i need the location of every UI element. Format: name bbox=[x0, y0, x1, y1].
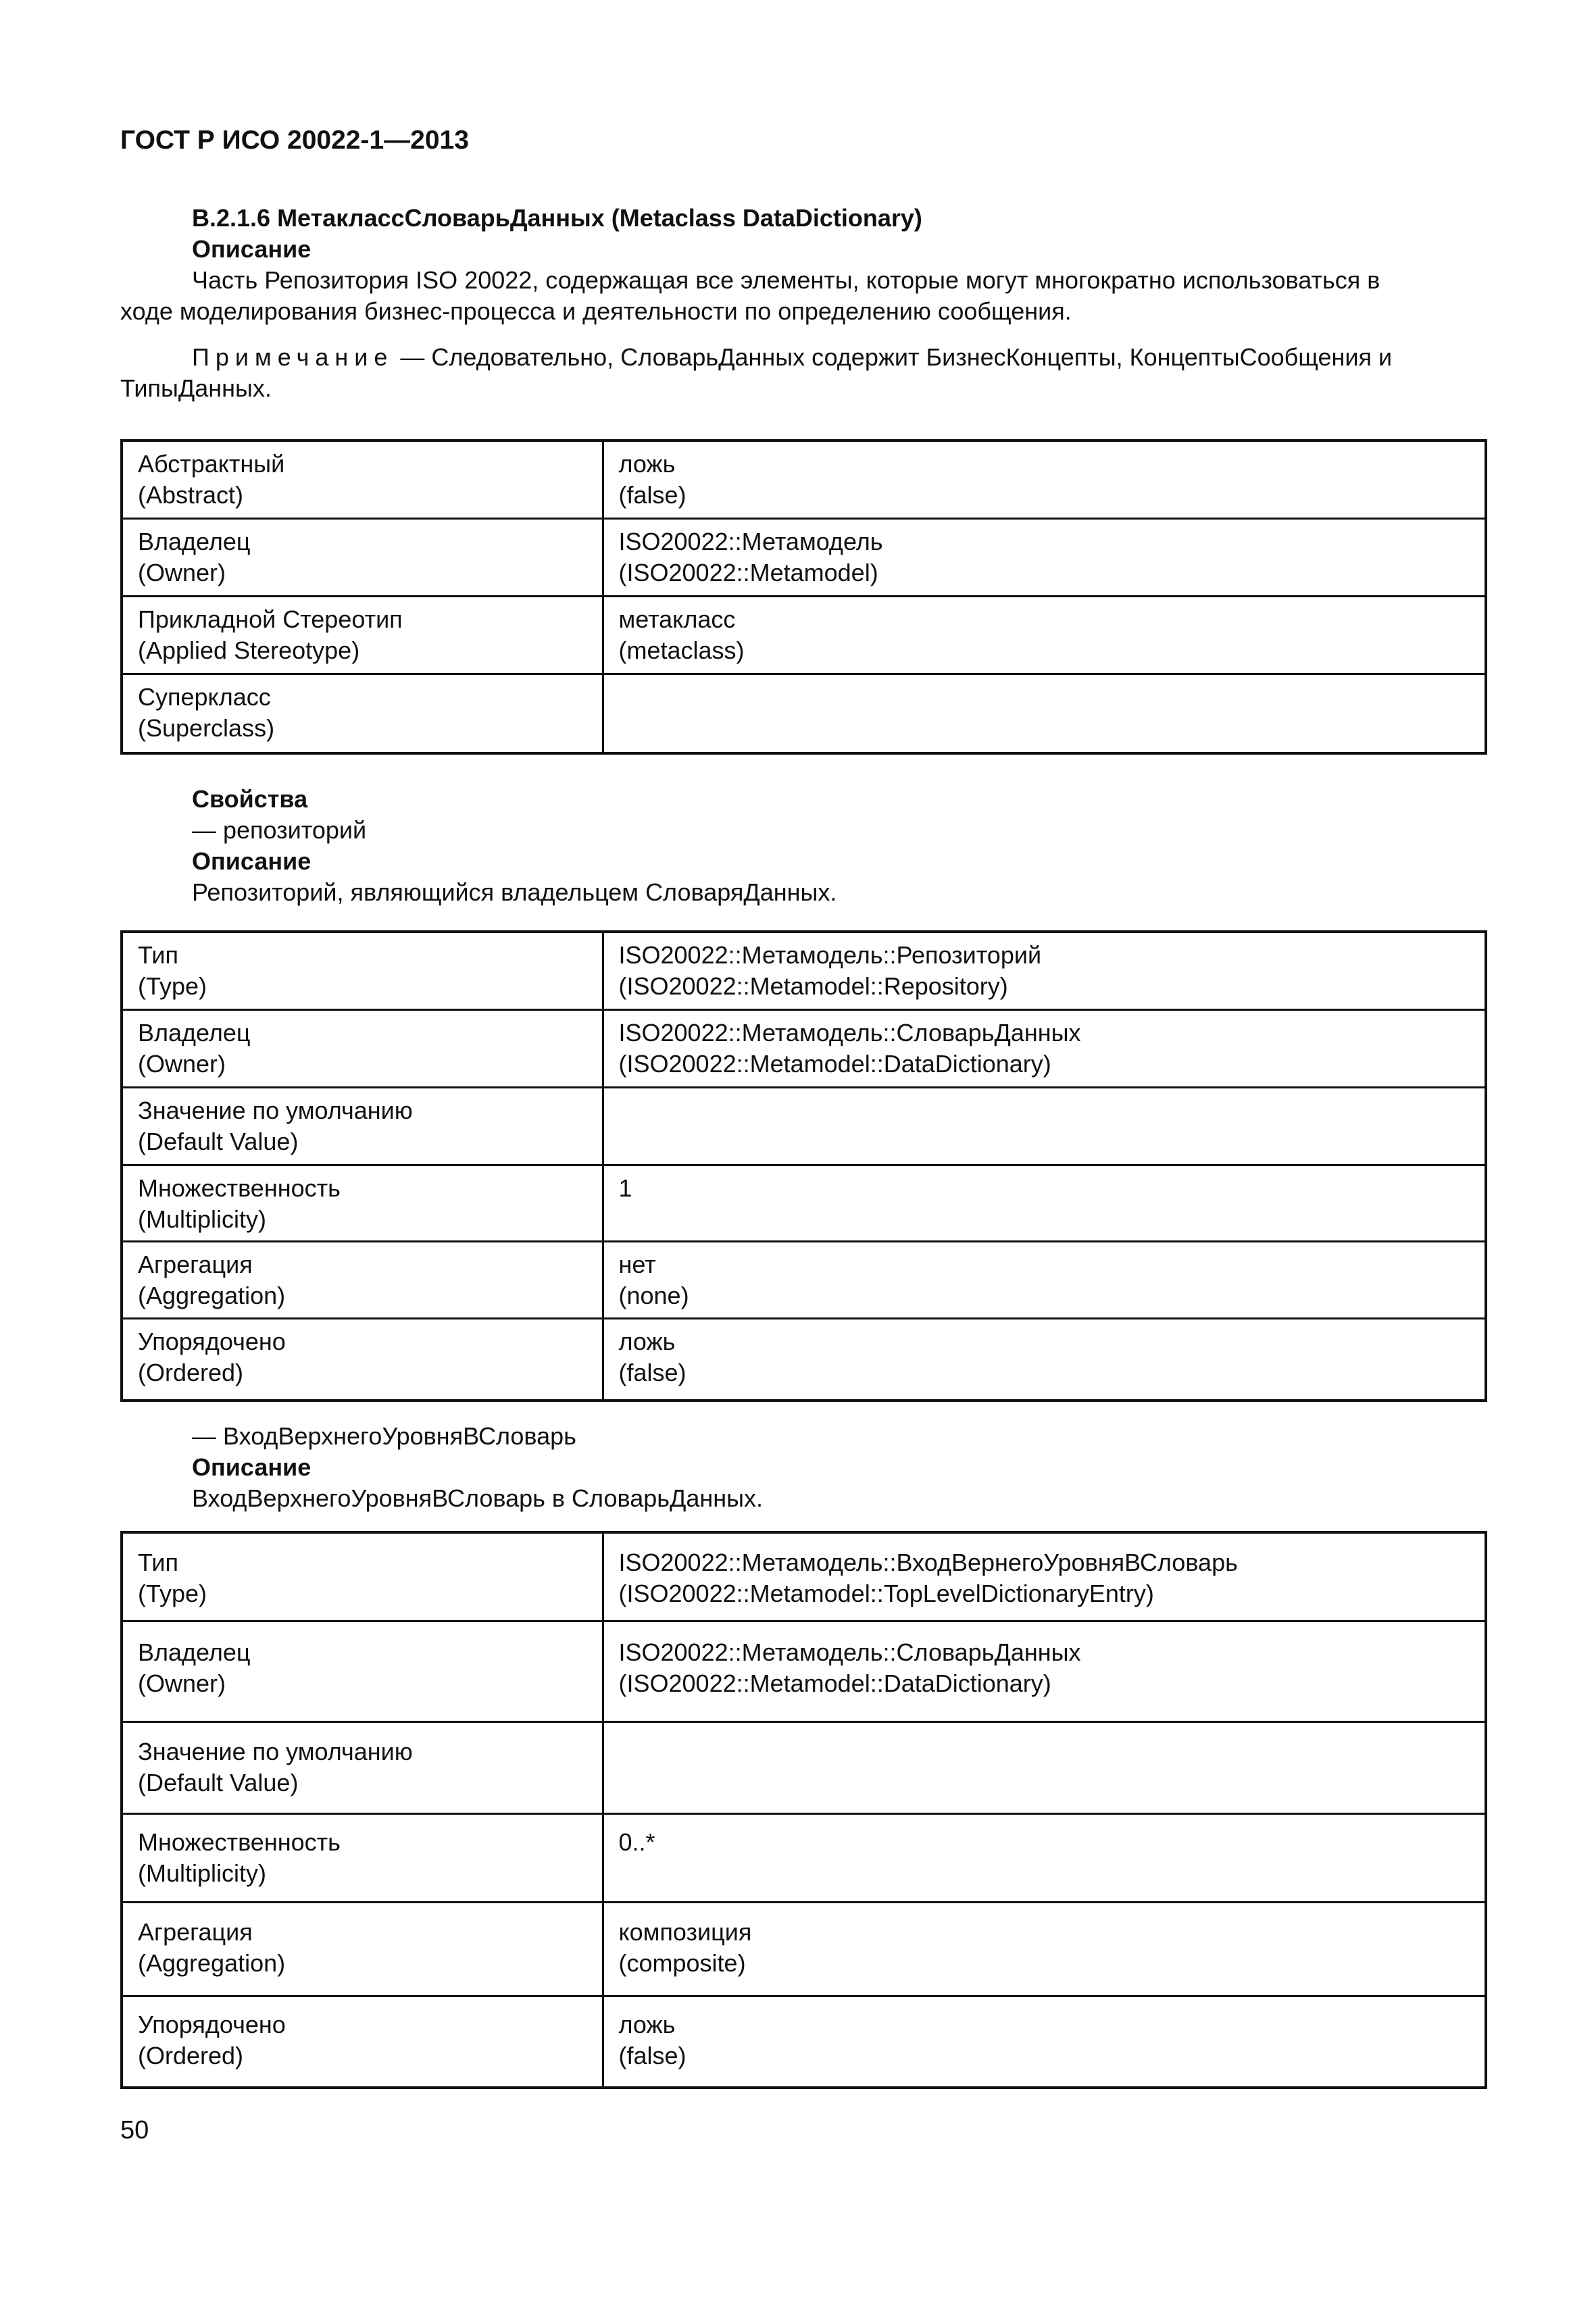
key-en: (Type) bbox=[138, 972, 207, 1000]
table-value-cell bbox=[603, 1087, 1486, 1165]
key-ru: Абстрактный bbox=[138, 450, 285, 478]
table-value-cell bbox=[603, 1721, 1486, 1813]
key-en: (Owner) bbox=[138, 1669, 226, 1697]
table-key-cell bbox=[122, 1318, 603, 1401]
table-key-cell bbox=[122, 518, 603, 596]
table-key-cell bbox=[122, 1087, 603, 1165]
table-value-cell bbox=[603, 1902, 1486, 1996]
value-ru: ISO20022::Метамодель::СловарьДанных bbox=[618, 1638, 1081, 1666]
table-row bbox=[122, 1318, 1486, 1401]
key-en: (Default Value) bbox=[138, 1768, 299, 1796]
value-en: (metaclass) bbox=[618, 636, 745, 664]
table-key-cell bbox=[122, 932, 603, 1009]
description-paragraph bbox=[120, 265, 1487, 327]
key-en: (Owner) bbox=[138, 1049, 226, 1078]
table-key-cell bbox=[122, 1902, 603, 1996]
table-key-cell bbox=[122, 1621, 603, 1721]
value-ru: нет bbox=[618, 1250, 656, 1278]
table-value-cell bbox=[603, 1241, 1486, 1318]
property-description-heading: Описание bbox=[192, 847, 311, 875]
table-row bbox=[122, 1165, 1486, 1241]
table-row bbox=[122, 596, 1486, 674]
table-key-cell bbox=[122, 1721, 603, 1813]
value-en: (composite) bbox=[618, 1948, 746, 1977]
table-row bbox=[122, 1009, 1486, 1087]
table-value-cell bbox=[603, 1813, 1486, 1902]
note-paragraph bbox=[120, 342, 1487, 404]
table-row bbox=[122, 1996, 1486, 2088]
table-value-cell bbox=[603, 1996, 1486, 2088]
table-value-cell bbox=[603, 1318, 1486, 1401]
value-ru: ISO20022::Метамодель bbox=[618, 527, 883, 555]
key-ru: Тип bbox=[138, 941, 179, 969]
table-key-cell bbox=[122, 1241, 603, 1318]
table-key-cell bbox=[122, 1996, 603, 2088]
note-text-2: ТипыДанных. bbox=[120, 374, 272, 402]
value-en: (false) bbox=[618, 1358, 687, 1386]
key-ru: Значение по умолчанию bbox=[138, 1096, 413, 1124]
properties-heading: Свойства bbox=[192, 785, 308, 813]
table-value-cell bbox=[603, 932, 1486, 1009]
table-row bbox=[122, 1902, 1486, 1996]
key-en: (Aggregation) bbox=[138, 1948, 286, 1977]
table-value-cell bbox=[603, 1009, 1486, 1087]
table-row bbox=[122, 674, 1486, 753]
key-en: (Abstract) bbox=[138, 481, 244, 509]
key-en: (Superclass) bbox=[138, 713, 275, 742]
value-en: (ISO20022::Metamodel::Repository) bbox=[618, 972, 1008, 1000]
key-en: (Type) bbox=[138, 1580, 207, 1607]
table-row bbox=[122, 441, 1486, 518]
properties-section-2 bbox=[120, 1421, 1487, 1514]
value-ru: ложь bbox=[618, 450, 676, 478]
table-key-cell bbox=[122, 441, 603, 518]
property-description: Репозиторий, являющийся владельцем СловаряДанных. bbox=[192, 878, 837, 906]
table-value-cell bbox=[603, 596, 1486, 674]
value-ru: ISO20022::Метамодель::Репозиторий bbox=[618, 941, 1042, 969]
key-ru: Прикладной Стереотип bbox=[138, 605, 403, 633]
page-number: 50 bbox=[120, 2116, 149, 2144]
toplevel-entry-property-table bbox=[120, 1531, 1487, 2089]
table-value-cell bbox=[603, 674, 1486, 753]
table-value-cell bbox=[603, 1532, 1486, 1621]
value-en: (false) bbox=[618, 2041, 687, 2069]
table-key-cell bbox=[122, 674, 603, 753]
key-ru: Владелец bbox=[138, 527, 251, 555]
property-description-heading: Описание bbox=[192, 1453, 311, 1481]
description-heading: Описание bbox=[192, 235, 311, 263]
key-ru: Владелец bbox=[138, 1018, 251, 1047]
key-ru: Суперкласс bbox=[138, 682, 271, 711]
document-header: ГОСТ Р ИСО 20022-1—2013 bbox=[120, 126, 469, 155]
note-text-1: — Следовательно, СловарьДанных содержит БизнесКонцепты, КонцептыСообщения и bbox=[393, 343, 1393, 371]
value-en: (ISO20022::Metamodel::DataDictionary) bbox=[618, 1049, 1051, 1078]
table-value-cell bbox=[603, 1165, 1486, 1241]
table-row bbox=[122, 1532, 1486, 1621]
value-ru: ложь bbox=[618, 1327, 676, 1355]
key-ru: Множественность bbox=[138, 1174, 341, 1202]
value-ru: ISO20022::Метамодель::ВходВернегоУровняВСловарь bbox=[618, 1549, 1238, 1576]
table-key-cell bbox=[122, 1165, 603, 1241]
value-ru: ISO20022::Метамодель::СловарьДанных bbox=[618, 1018, 1081, 1047]
table-row bbox=[122, 1087, 1486, 1165]
value-en: (ISO20022::Metamodel::DataDictionary) bbox=[618, 1669, 1051, 1697]
table-key-cell bbox=[122, 1532, 603, 1621]
table-value-cell bbox=[603, 1621, 1486, 1721]
table-row bbox=[122, 1621, 1486, 1721]
table-row bbox=[122, 932, 1486, 1009]
value-ru: метакласс bbox=[618, 605, 736, 633]
description-line-1: Часть Репозитория ISO 20022, содержащая все элементы, которые могут многократно использоваться в bbox=[192, 266, 1380, 294]
table-key-cell bbox=[122, 1813, 603, 1902]
key-ru: Агрегация bbox=[138, 1250, 253, 1278]
key-ru: Множественность bbox=[138, 1828, 341, 1856]
table-key-cell bbox=[122, 1009, 603, 1087]
key-en: (Multiplicity) bbox=[138, 1859, 267, 1887]
table-row bbox=[122, 1721, 1486, 1813]
value-en: (none) bbox=[618, 1281, 689, 1309]
property-description: ВходВерхнегоУровняВСловарь в СловарьДанных. bbox=[192, 1484, 764, 1512]
key-en: (Ordered) bbox=[138, 1358, 244, 1386]
table-key-cell bbox=[122, 596, 603, 674]
value-en: (ISO20022::Metamodel) bbox=[618, 558, 878, 586]
table-value-cell bbox=[603, 518, 1486, 596]
table-row bbox=[122, 1813, 1486, 1902]
repository-property-table bbox=[120, 930, 1487, 1402]
key-en: (Default Value) bbox=[138, 1127, 299, 1155]
value-ru: композиция bbox=[618, 1917, 752, 1946]
description-line-2: ходе моделирования бизнес-процесса и деятельности по определению сообщения. bbox=[120, 297, 1072, 325]
key-ru: Упорядочено bbox=[138, 2010, 286, 2038]
property-item-repository: — репозиторий bbox=[192, 816, 367, 844]
key-ru: Агрегация bbox=[138, 1917, 253, 1946]
value-ru: 0..* bbox=[618, 1828, 655, 1856]
key-en: (Owner) bbox=[138, 558, 226, 586]
value-en: (ISO20022::Metamodel::TopLevelDictionaryEntry) bbox=[618, 1580, 1154, 1607]
key-ru: Тип bbox=[138, 1549, 179, 1576]
key-en: (Aggregation) bbox=[138, 1281, 286, 1309]
key-ru: Значение по умолчанию bbox=[138, 1737, 413, 1765]
note-label: Примечание bbox=[192, 343, 394, 371]
key-ru: Упорядочено bbox=[138, 1327, 286, 1355]
table-row bbox=[122, 518, 1486, 596]
metaclass-properties-table bbox=[120, 439, 1487, 755]
value-ru: 1 bbox=[618, 1174, 632, 1202]
key-ru: Владелец bbox=[138, 1638, 251, 1666]
table-value-cell bbox=[603, 441, 1486, 518]
key-en: (Multiplicity) bbox=[138, 1205, 267, 1233]
value-ru: ложь bbox=[618, 2010, 676, 2038]
key-en: (Ordered) bbox=[138, 2041, 244, 2069]
section-title: В.2.1.6 МетаклассСловарьДанных (Metaclass DataDictionary) bbox=[192, 204, 922, 232]
key-en: (Applied Stereotype) bbox=[138, 636, 360, 664]
value-en: (false) bbox=[618, 481, 687, 509]
property-item-toplevel-entry: — ВходВерхнегоУровняВСловарь bbox=[192, 1422, 576, 1450]
properties-section bbox=[120, 784, 1487, 908]
table-row bbox=[122, 1241, 1486, 1318]
